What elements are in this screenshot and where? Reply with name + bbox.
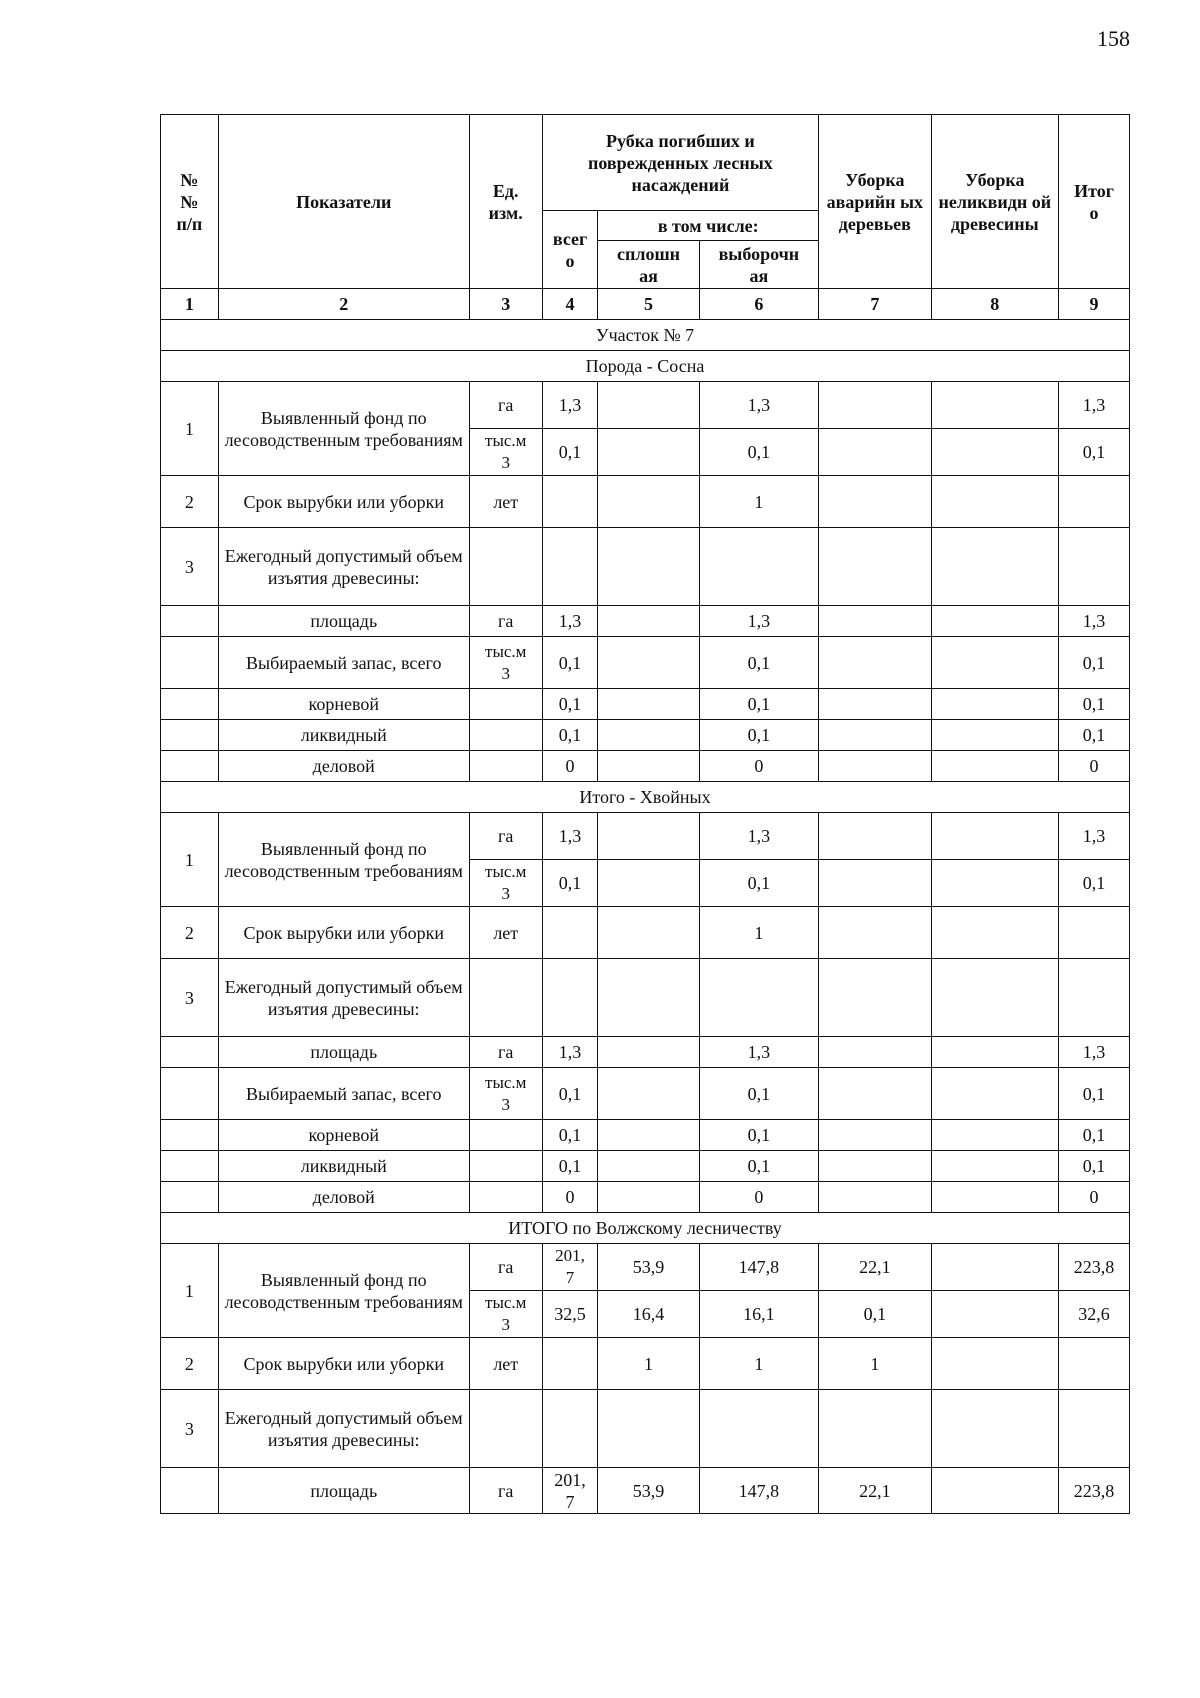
value-cell: 201, 7 — [542, 1468, 598, 1514]
table-cell: тыс.м 3 — [469, 1068, 542, 1120]
table-row — [161, 751, 1130, 782]
table-cell: га — [469, 1037, 542, 1068]
value-cell — [598, 1120, 699, 1151]
value-cell — [1059, 907, 1130, 959]
unit-cell: тыс.м 3 — [469, 429, 542, 476]
value-cell — [931, 606, 1059, 637]
value-cell: 0 — [1059, 1182, 1130, 1213]
value-cell: 22,1 — [819, 1244, 931, 1291]
value-cell: 0,1 — [1059, 1151, 1130, 1182]
value-cell: 1,3 — [542, 1037, 598, 1068]
table-cell — [469, 1151, 542, 1182]
table-row — [161, 1120, 1130, 1151]
value-cell — [819, 860, 931, 907]
empty-cell — [1059, 1390, 1130, 1468]
empty-cell — [931, 528, 1059, 606]
table-cell: 2 — [161, 476, 219, 528]
value-cell — [598, 1182, 699, 1213]
value-cell: 1,3 — [1059, 813, 1130, 860]
header-emergency: Уборка аварийн ых деревьев — [819, 115, 931, 289]
value-cell — [819, 1151, 931, 1182]
empty-cell — [1059, 959, 1130, 1037]
value-cell — [819, 1182, 931, 1213]
value-cell: 1,3 — [1059, 382, 1130, 429]
value-cell — [931, 1182, 1059, 1213]
empty-cell — [542, 959, 598, 1037]
value-cell: 0,1 — [1059, 860, 1130, 907]
indicator-label: Выявленный фонд по лесоводственным требованиям — [218, 813, 469, 907]
indicator-label: площадь — [218, 1468, 469, 1514]
indicator-label: Срок вырубки или уборки — [218, 1338, 469, 1390]
value-cell — [598, 1037, 699, 1068]
indicator-label: ликвидный — [218, 720, 469, 751]
section-title: Итого - Хвойных — [161, 782, 1130, 813]
value-cell — [931, 1468, 1059, 1514]
value-cell — [931, 813, 1059, 860]
value-cell — [1059, 476, 1130, 528]
table-row — [161, 1151, 1130, 1182]
value-cell: 0,1 — [1059, 720, 1130, 751]
value-cell — [931, 1338, 1059, 1390]
value-cell: 0,1 — [1059, 637, 1130, 689]
value-cell: 147,8 — [699, 1244, 819, 1291]
value-cell: 0,1 — [699, 860, 819, 907]
section-title: Порода - Сосна — [161, 351, 1130, 382]
value-cell: 32,6 — [1059, 1291, 1130, 1338]
value-cell — [931, 637, 1059, 689]
header-colnum-5: 5 — [598, 289, 699, 320]
value-cell: 0,1 — [699, 1151, 819, 1182]
unit-cell: тыс.м 3 — [469, 860, 542, 907]
value-cell — [598, 907, 699, 959]
value-cell — [819, 1120, 931, 1151]
empty-cell — [819, 959, 931, 1037]
table-row — [161, 1037, 1130, 1068]
value-cell — [931, 751, 1059, 782]
table-cell — [161, 689, 219, 720]
indicator-label: площадь — [218, 1037, 469, 1068]
header-total: Итог о — [1059, 115, 1130, 289]
header-indicators: Показатели — [218, 115, 469, 289]
value-cell: 16,1 — [699, 1291, 819, 1338]
value-cell: 0,1 — [542, 1151, 598, 1182]
indicator-label: площадь — [218, 606, 469, 637]
empty-cell — [469, 1390, 542, 1468]
header-colnum-6: 6 — [699, 289, 819, 320]
header-colnum-2: 2 — [218, 289, 469, 320]
value-cell — [542, 907, 598, 959]
value-cell: 0,1 — [819, 1291, 931, 1338]
empty-cell — [931, 959, 1059, 1037]
value-cell — [819, 637, 931, 689]
value-cell: 0,1 — [542, 637, 598, 689]
value-cell: 0,1 — [699, 720, 819, 751]
table-row — [161, 959, 1130, 1037]
value-cell — [598, 1151, 699, 1182]
value-cell: 22,1 — [819, 1468, 931, 1514]
table-row — [161, 720, 1130, 751]
table-cell — [161, 1468, 219, 1514]
value-cell: 147,8 — [699, 1468, 819, 1514]
table-cell: 2 — [161, 1338, 219, 1390]
table-row — [161, 606, 1130, 637]
header-num: № № п/п — [161, 115, 219, 289]
value-cell — [598, 429, 699, 476]
value-cell — [931, 1244, 1059, 1291]
indicator-label: Выявленный фонд по лесоводственным требованиям — [218, 1244, 469, 1338]
table-row — [161, 528, 1130, 606]
value-cell — [819, 1037, 931, 1068]
empty-cell — [819, 1390, 931, 1468]
value-cell — [598, 689, 699, 720]
indicator-label: Выявленный фонд по лесоводственным требованиям — [218, 382, 469, 476]
indicator-label: корневой — [218, 1120, 469, 1151]
value-cell: 53,9 — [598, 1244, 699, 1291]
value-cell — [598, 637, 699, 689]
indicator-label: ликвидный — [218, 1151, 469, 1182]
value-cell: 1,3 — [699, 1037, 819, 1068]
indicator-label: Выбираемый запас, всего — [218, 1068, 469, 1120]
header-felling-group: Рубка погибших и поврежденных лесных насаждений — [542, 115, 818, 211]
row-number: 3 — [161, 528, 219, 606]
empty-cell — [469, 528, 542, 606]
table-cell: лет — [469, 1338, 542, 1390]
value-cell: 1,3 — [1059, 606, 1130, 637]
header-total-all: всег о — [542, 211, 598, 289]
table-cell — [469, 751, 542, 782]
value-cell: 0,1 — [1059, 689, 1130, 720]
value-cell: 1 — [819, 1338, 931, 1390]
value-cell — [931, 476, 1059, 528]
value-cell: 0,1 — [1059, 1120, 1130, 1151]
value-cell — [819, 606, 931, 637]
value-cell: 53,9 — [598, 1468, 699, 1514]
indicator-label: деловой — [218, 751, 469, 782]
table-cell — [161, 751, 219, 782]
table-cell: 2 — [161, 907, 219, 959]
table-cell — [469, 689, 542, 720]
header-including: в том числе: — [598, 211, 819, 241]
indicator-label: Срок вырубки или уборки — [218, 476, 469, 528]
value-cell — [819, 429, 931, 476]
table-row — [161, 907, 1130, 959]
value-cell: 1 — [699, 476, 819, 528]
table-row — [161, 1182, 1130, 1213]
indicator-label: корневой — [218, 689, 469, 720]
value-cell: 0,1 — [542, 720, 598, 751]
value-cell — [598, 606, 699, 637]
header-clear: сплошн ая — [598, 241, 699, 289]
value-cell: 0,1 — [699, 1120, 819, 1151]
value-cell: 223,8 — [1059, 1244, 1130, 1291]
table-row — [161, 689, 1130, 720]
table-cell — [161, 1120, 219, 1151]
header-colnum-9: 9 — [1059, 289, 1130, 320]
table-cell — [161, 1182, 219, 1213]
value-cell: 1 — [699, 1338, 819, 1390]
value-cell — [819, 1068, 931, 1120]
table-row — [161, 782, 1130, 813]
empty-cell — [598, 528, 699, 606]
row-number: 1 — [161, 382, 219, 476]
empty-cell — [542, 1390, 598, 1468]
table-cell — [469, 720, 542, 751]
section-title: Участок № 7 — [161, 320, 1130, 351]
table-cell — [469, 1120, 542, 1151]
table-cell: лет — [469, 907, 542, 959]
empty-cell — [598, 1390, 699, 1468]
value-cell: 0,1 — [1059, 429, 1130, 476]
value-cell: 0,1 — [542, 1120, 598, 1151]
indicator-label: Выбираемый запас, всего — [218, 637, 469, 689]
value-cell — [598, 476, 699, 528]
value-cell — [542, 1338, 598, 1390]
unit-cell: тыс.м 3 — [469, 1291, 542, 1338]
table-row — [161, 382, 1130, 429]
value-cell — [598, 751, 699, 782]
indicator-label: Срок вырубки или уборки — [218, 907, 469, 959]
table-row — [161, 1338, 1130, 1390]
value-cell: 1,3 — [542, 606, 598, 637]
value-cell — [1059, 1338, 1130, 1390]
header-selective: выборочн ая — [699, 241, 819, 289]
empty-cell — [1059, 528, 1130, 606]
row-number: 3 — [161, 1390, 219, 1468]
value-cell — [931, 1291, 1059, 1338]
row-number: 1 — [161, 813, 219, 907]
value-cell — [931, 1068, 1059, 1120]
value-cell — [931, 1120, 1059, 1151]
value-cell — [931, 689, 1059, 720]
value-cell: 0,1 — [1059, 1068, 1130, 1120]
table-cell — [161, 606, 219, 637]
value-cell: 0,1 — [542, 689, 598, 720]
unit-cell: га — [469, 813, 542, 860]
indicator-label: деловой — [218, 1182, 469, 1213]
value-cell — [819, 476, 931, 528]
table-cell — [161, 1151, 219, 1182]
value-cell: 1 — [598, 1338, 699, 1390]
table-cell: тыс.м 3 — [469, 637, 542, 689]
table-cell — [469, 1182, 542, 1213]
header-illiquid: Уборка неликвидн ой древесины — [931, 115, 1059, 289]
value-cell — [598, 813, 699, 860]
value-cell — [819, 751, 931, 782]
indicator-label: Ежегодный допустимый объем изъятия древесины: — [218, 959, 469, 1037]
value-cell — [931, 860, 1059, 907]
value-cell: 0,1 — [542, 429, 598, 476]
header-colnum-4: 4 — [542, 289, 598, 320]
table-cell — [161, 720, 219, 751]
value-cell — [819, 382, 931, 429]
empty-cell — [931, 1390, 1059, 1468]
table-row — [161, 1468, 1130, 1514]
value-cell — [819, 907, 931, 959]
value-cell — [598, 720, 699, 751]
value-cell: 1,3 — [699, 606, 819, 637]
header-unit: Ед. изм. — [469, 115, 542, 289]
value-cell: 0,1 — [699, 637, 819, 689]
value-cell: 1,3 — [699, 382, 819, 429]
value-cell: 0,1 — [699, 1068, 819, 1120]
page-number: 158 — [1097, 26, 1130, 51]
value-cell — [542, 476, 598, 528]
table-row — [161, 1213, 1130, 1244]
table-cell — [161, 637, 219, 689]
unit-cell: га — [469, 1244, 542, 1291]
value-cell: 1,3 — [699, 813, 819, 860]
table-cell: лет — [469, 476, 542, 528]
empty-cell — [699, 959, 819, 1037]
value-cell — [598, 1068, 699, 1120]
value-cell: 0 — [699, 1182, 819, 1213]
value-cell: 223,8 — [1059, 1468, 1130, 1514]
table-row — [161, 637, 1130, 689]
value-cell — [931, 429, 1059, 476]
table-cell: га — [469, 606, 542, 637]
value-cell — [931, 907, 1059, 959]
value-cell: 1,3 — [542, 813, 598, 860]
header-colnum-8: 8 — [931, 289, 1059, 320]
table-cell: га — [469, 1468, 542, 1514]
value-cell: 1 — [699, 907, 819, 959]
header-colnum-1: 1 — [161, 289, 219, 320]
section-title: ИТОГО по Волжскому лесничеству — [161, 1213, 1130, 1244]
value-cell: 0,1 — [699, 689, 819, 720]
empty-cell — [699, 528, 819, 606]
table-cell — [161, 1037, 219, 1068]
empty-cell — [699, 1390, 819, 1468]
value-cell — [931, 1037, 1059, 1068]
table-row — [161, 1390, 1130, 1468]
felling-table — [160, 114, 1130, 1514]
value-cell: 0,1 — [542, 1068, 598, 1120]
value-cell — [819, 689, 931, 720]
table-row — [161, 351, 1130, 382]
row-number: 3 — [161, 959, 219, 1037]
value-cell: 32,5 — [542, 1291, 598, 1338]
value-cell: 0 — [699, 751, 819, 782]
header-colnum-3: 3 — [469, 289, 542, 320]
value-cell — [819, 720, 931, 751]
table-row — [161, 476, 1130, 528]
value-cell: 1,3 — [542, 382, 598, 429]
table-row — [161, 1068, 1130, 1120]
row-number: 1 — [161, 1244, 219, 1338]
empty-cell — [819, 528, 931, 606]
value-cell — [931, 1151, 1059, 1182]
value-cell — [931, 720, 1059, 751]
unit-cell: га — [469, 382, 542, 429]
table-cell — [161, 1068, 219, 1120]
value-cell — [819, 813, 931, 860]
value-cell: 16,4 — [598, 1291, 699, 1338]
value-cell: 0,1 — [542, 860, 598, 907]
value-cell: 0 — [542, 751, 598, 782]
header-colnum-7: 7 — [819, 289, 931, 320]
table-row — [161, 1244, 1130, 1291]
value-cell — [931, 382, 1059, 429]
value-cell: 0 — [542, 1182, 598, 1213]
indicator-label: Ежегодный допустимый объем изъятия древесины: — [218, 1390, 469, 1468]
table-row — [161, 813, 1130, 860]
value-cell — [598, 382, 699, 429]
empty-cell — [542, 528, 598, 606]
table-row — [161, 320, 1130, 351]
value-cell: 0 — [1059, 751, 1130, 782]
empty-cell — [598, 959, 699, 1037]
indicator-label: Ежегодный допустимый объем изъятия древесины: — [218, 528, 469, 606]
value-cell: 0,1 — [699, 429, 819, 476]
value-cell: 201, 7 — [542, 1244, 598, 1291]
value-cell — [598, 860, 699, 907]
value-cell: 1,3 — [1059, 1037, 1130, 1068]
empty-cell — [469, 959, 542, 1037]
